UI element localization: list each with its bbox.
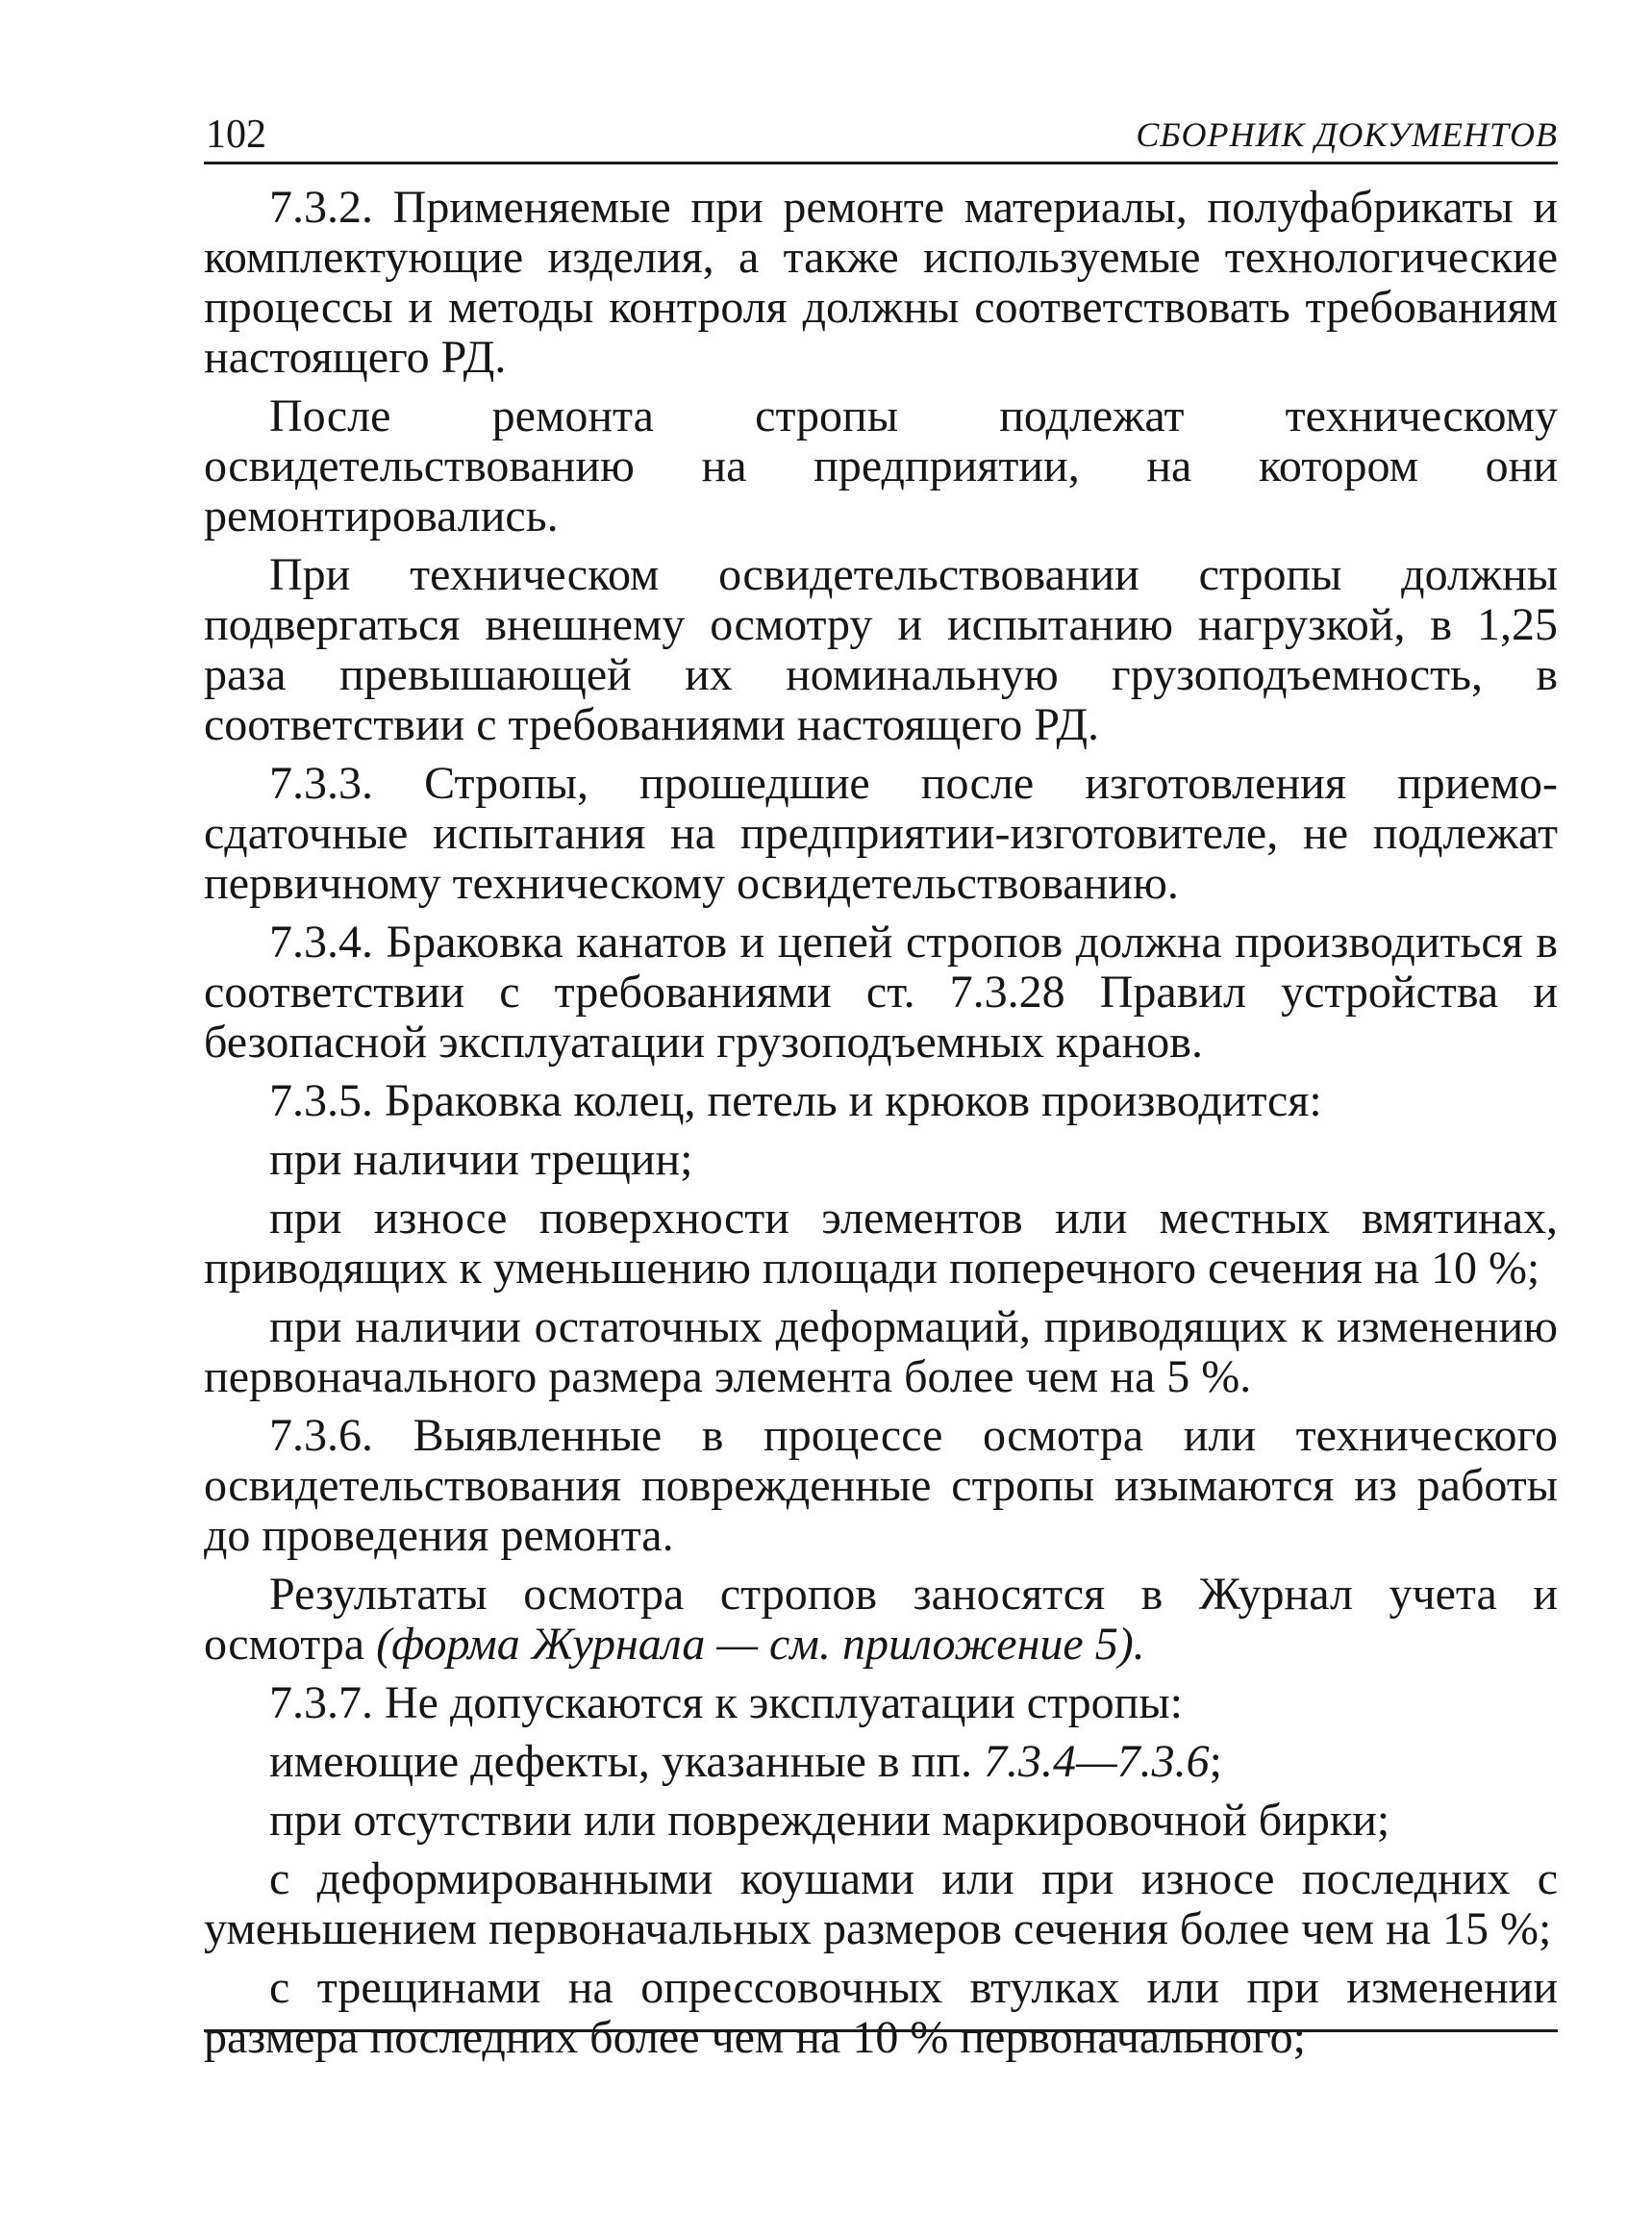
paragraph-7-3-5: 7.3.5. Браковка колец, петель и крюков производится: (269, 1075, 1322, 1126)
defects-suffix: ; (1209, 1736, 1222, 1787)
page-number: 102 (206, 113, 266, 157)
list-item-deformation: при наличии остаточных деформаций, приводящих к изменению первоначального размера элемента более чем на 5 %. (204, 1301, 1558, 1402)
list-item-defects (204, 1737, 1558, 1787)
paragraph-7-3-4: 7.3.4. Браковка канатов и цепей стропов должна производиться в соответствии с требованиями ст. 7.3.28 Правил устройства и безопасной эксплуатации грузоподъемных кранов. (204, 917, 1558, 1068)
paragraph-technical-inspection: При техническом освидетельствовании стропы должны подвергаться внешнему осмотру и испытанию нагрузкой, в 1,25 раза превышающей их номинальную грузоподъемность, в соответствии с требованиями настоящего РД. (204, 549, 1558, 750)
footer-rule (204, 2029, 1558, 2032)
paragraph-7-3-6: 7.3.6. Выявленные в процессе осмотра или технического освидетельствования поврежденные стропы изымаются из работы до проведения ремонта. (204, 1410, 1558, 1561)
list-item-wear: при износе поверхности элементов или местных вмятинах, приводящих к уменьшению площади поперечного сечения на 10 %; (204, 1193, 1558, 1294)
results-text: Результаты осмотра стропов заносятся в Журнал учета и осмотра (204, 1569, 1558, 1670)
paragraph-after-repair: После ремонта стропы подлежат техническому освидетельствованию на предприятии, на котором они ремонтировались. (204, 390, 1558, 541)
defects-prefix: имеющие дефекты, указанные в пп. (269, 1736, 984, 1787)
page-header (204, 104, 1558, 164)
list-item-thimbles: с деформированными коушами или при износе последних с уменьшением первоначальных размеров сечения более чем на 15 %; (204, 1853, 1558, 1954)
list-item-sleeves: с трещинами на опрессовочных втулках или при изменении размера последних более чем на 10 % первоначального; (204, 1962, 1558, 2063)
list-item-tag: при отсутствии или повреждении маркировочной бирки; (269, 1795, 1390, 1846)
paragraph-results (204, 1570, 1558, 1670)
paragraph-7-3-2: 7.3.2. Применяемые при ремонте материалы, полуфабрикаты и комплектующие изделия, а также используемые технологические процессы и методы контроля должны соответствовать требованиям настоящего РД. (204, 182, 1558, 383)
results-journal-reference: (форма Журнала — см. приложение 5). (376, 1619, 1145, 1670)
running-title: СБОРНИК ДОКУМЕНТОВ (1136, 115, 1558, 154)
defects-reference: 7.3.4—7.3.6 (983, 1736, 1210, 1787)
paragraph-7-3-7: 7.3.7. Не допускаются к эксплуатации стропы: (269, 1677, 1183, 1728)
body-text (204, 183, 1558, 2072)
paragraph-7-3-3: 7.3.3. Стропы, прошедшие после изготовления приемо-сдаточные испытания на предприятии-изготовителе, не подлежат первичному техническому освидетельствованию. (204, 758, 1558, 909)
list-item-cracks: при наличии трещин; (269, 1134, 693, 1185)
